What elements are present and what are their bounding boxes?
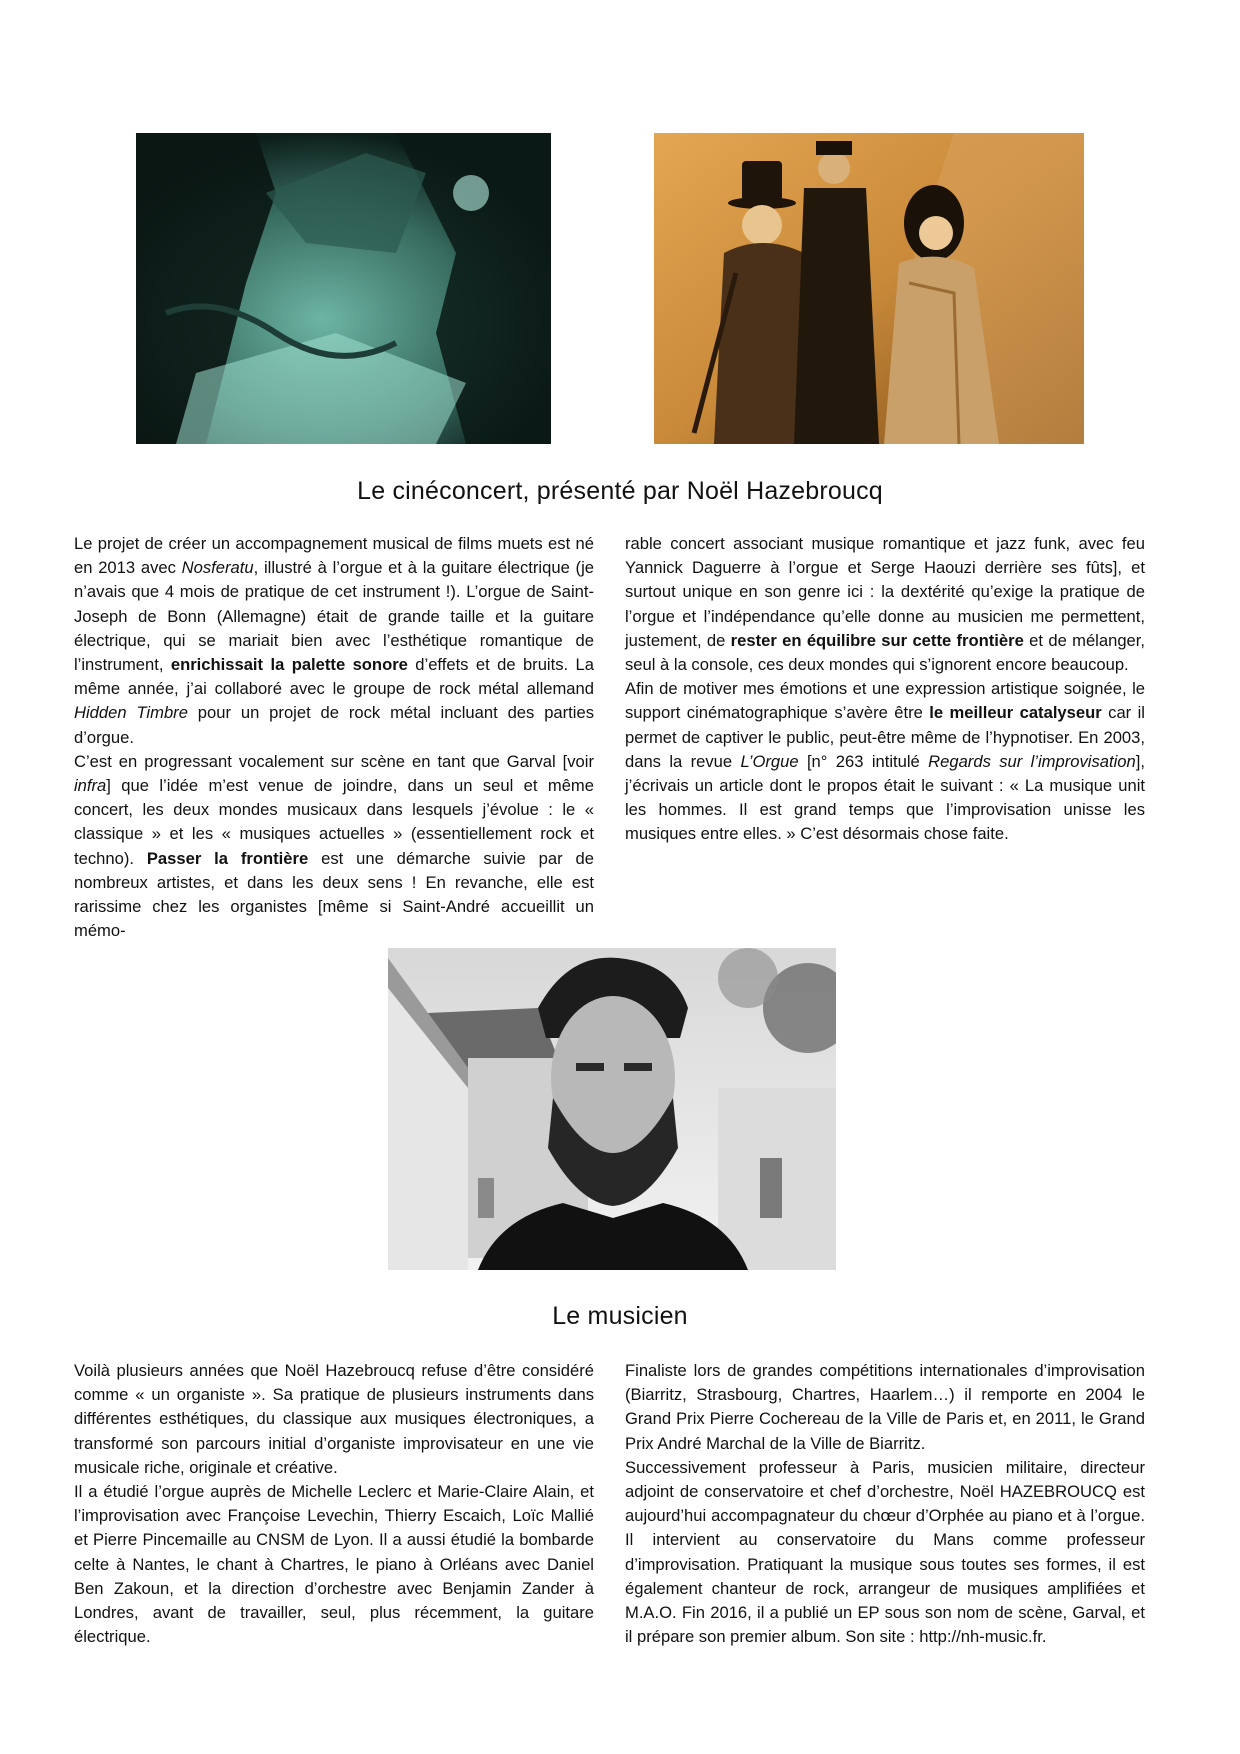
infra-reference: infra xyxy=(74,776,107,796)
text-run: , illustré à l’orgue et à la guitare électrique (je n’avais que 4 mois de pratique de cet instrument !). L’orgue de Saint-Joseph de Bonn (Allemagne) était de grande taille et la guitare électrique, qui se mariait bien avec l’esthétique romantique de l’instrument, xyxy=(74,558,594,675)
musician-column-right xyxy=(625,1359,1145,1649)
musician-paragraph: Voilà plusieurs années que Noël Hazebroucq refuse d’être considéré comme « un organiste ». Sa pratique de plusieurs instruments dans différentes esthétiques, du classique aux musiques électroniques, a transformé son parcours initial d’organiste improvisateur en une vie musicale riche, originale et créative. xyxy=(74,1361,594,1477)
text-run: pour un projet de rock métal incluant des parties d’orgue. xyxy=(74,703,594,747)
cineconcert-paragraph xyxy=(625,677,1145,846)
text-run: ] que l’idée m’est venue de joindre, dans un seul et même concert, les deux mondes musicaux dans lesquels j’évolue : le « classique » et les « musiques actuelles » (essentiellement rock et techno). xyxy=(74,776,594,868)
musician-portrait xyxy=(388,948,836,1270)
emphasis-text: Passer la frontière xyxy=(146,848,309,868)
cineconcert-paragraph xyxy=(625,532,1145,677)
text-run: rable concert associant musique romantique et jazz funk, avec feu Yannick Daguerre à l’orgue et Serge Haouzi derrière ses fûts], et surtout unique en son genre ici : la dextérité qu’exige la pratique de l’orgue et l’indépendance qu’elle donne au musicien me permettent, justement, de xyxy=(625,534,1145,650)
cineconcert-column-left xyxy=(74,532,594,943)
cineconcert-paragraph xyxy=(74,750,594,944)
film-still-sepia-image xyxy=(654,133,1084,444)
magazine-title-lorgue: L’Orgue xyxy=(740,751,799,771)
text-run: d’effets et de bruits. La même année, j’ai collaboré avec le groupe de rock métal allemand xyxy=(74,655,594,699)
film-title-nosferatu: Nosferatu xyxy=(181,558,254,578)
musician-portrait-image xyxy=(388,948,836,1270)
musician-paragraph: Finaliste lors de grandes compétitions internationales d’improvisation (Biarritz, Strasbourg, Chartres, Haarlem…) il remporte en 2004 le Grand Prix Pierre Cochereau de la Ville de Paris et, en 2011, le Grand Prix André Marchal de la Ville de Biarritz. xyxy=(625,1361,1145,1453)
emphasis-text: le meilleur catalyseur xyxy=(929,703,1102,723)
text-run: C’est en progressant vocalement sur scène en tant que Garval [voir xyxy=(74,751,594,771)
text-run: car il permet de captiver le public, peut-être même de l’hypnotiser. En 2003, dans la revue xyxy=(625,703,1145,771)
section-title-musician: Le musicien xyxy=(552,1302,688,1330)
film-still-teal-set xyxy=(136,133,551,444)
issue-title: Regards sur l’improvisation xyxy=(928,751,1136,771)
text-run: ], j’écrivais un article dont le propos était le suivant : « La musique unit les hommes. Il est grand temps que l’improvisation unisse les musiques entre elles. » C’est désormais chose faite. xyxy=(625,751,1145,844)
film-still-sepia-cast xyxy=(654,133,1084,444)
text-run: et de mélanger, seul à la console, ces deux mondes qui s’ignorent encore beaucoup. xyxy=(625,630,1145,675)
cineconcert-paragraph xyxy=(74,532,594,750)
text-run: [n° 263 intitulé xyxy=(798,751,929,771)
band-name-hidden-timbre: Hidden Timbre xyxy=(74,703,188,723)
musician-paragraph: Successivement professeur à Paris, musicien militaire, directeur adjoint de conservatoire et chef d’orchestre, Noël HAZEBROUCQ est aujourd’hui accompagnateur du chœur d’Orphée au piano et à l’orgue. Il intervient au conservatoire du Mans comme professeur d’improvisation. Pratiquant la musique sous toutes ses formes, il est également chanteur de rock, arrangeur de musiques amplifiées et M.A.O. Fin 2016, il a publié un EP sous son nom de scène, Garval, et il prépare son premier album. Son site : http://nh-music.fr. xyxy=(625,1457,1145,1647)
film-still-teal-image xyxy=(136,133,551,444)
musician-paragraph: Il a étudié l’orgue auprès de Michelle Leclerc et Marie-Claire Alain, et l’improvisation avec Françoise Levechin, Thierry Escaich, Loïc Mallié et Pierre Pincemaille au CNSM de Lyon. Il a aussi étudié la bombarde celte à Nantes, le chant à Chartres, le piano à Orléans avec Daniel Ben Zakoun, et la direction d’orchestre avec Benjamin Zander à Londres, avant de travailler, seul, plus récemment, la guitare électrique. xyxy=(74,1482,594,1647)
text-run: est une démarche suivie par de nombreux artistes, et dans les deux sens ! En revanche, elle est rarissime chez les organistes [même si Saint-André accueillit un mémo- xyxy=(74,848,594,941)
emphasis-text: rester en équilibre sur cette frontière xyxy=(730,630,1024,650)
musician-column-left xyxy=(74,1359,594,1649)
text-run: Le projet de créer un accompagnement musical de films muets est né en 2013 avec xyxy=(74,534,594,578)
text-run: Afin de motiver mes émotions et une expression artistique soignée, le support cinématographique s’avère être xyxy=(625,679,1145,723)
section-title-cineconcert: Le cinéconcert, présenté par Noël Hazebroucq xyxy=(357,477,883,505)
emphasis-text: enrichissait la palette sonore xyxy=(170,655,408,675)
cineconcert-column-right xyxy=(625,532,1145,847)
